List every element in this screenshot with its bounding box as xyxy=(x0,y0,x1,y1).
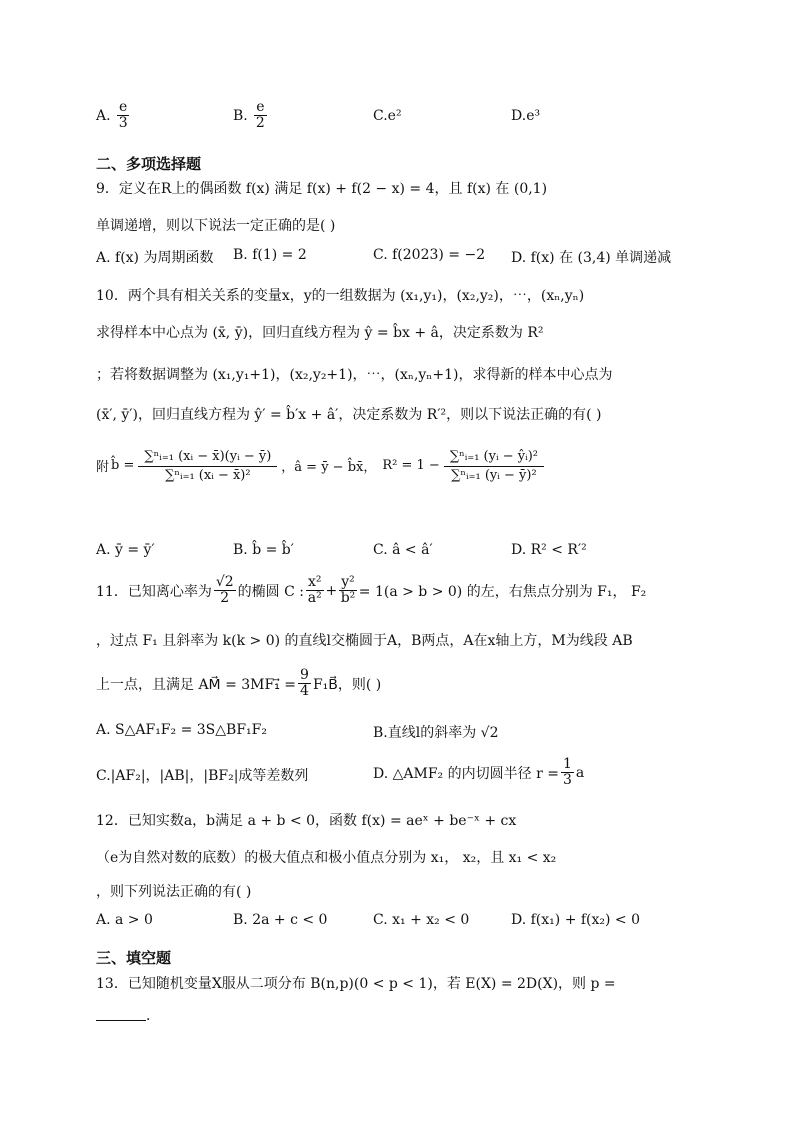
option-letter: B. xyxy=(233,107,248,124)
radius-fraction xyxy=(561,757,574,789)
denominator: b² xyxy=(340,590,356,607)
q9-stem-line2: 单调递增，则以下说法一定正确的是( ) xyxy=(96,218,336,234)
q11-stem-line2: ，过点 F₁ 且斜率为 k(k > 0) 的直线l交椭圆于A，B两点，A在x轴上方，M为线段 AB xyxy=(96,633,633,649)
numerator: √2 xyxy=(215,574,234,590)
b-hat-fraction xyxy=(138,448,277,484)
denominator: 2 xyxy=(255,115,265,132)
q12-option-a: A. a > 0 xyxy=(96,912,153,928)
numerator: 9 xyxy=(300,667,309,683)
option-value: e³ xyxy=(526,108,541,124)
text: 的椭圆 C : xyxy=(237,583,304,600)
q10-option-d: D. R² < R′² xyxy=(511,542,587,558)
option-value: e² xyxy=(387,108,402,124)
text: a xyxy=(575,764,585,781)
b-hat-label: b̂ = xyxy=(111,458,135,474)
denominator: ∑ⁿᵢ₌₁ (yᵢ − ȳ)² xyxy=(451,468,537,484)
denominator: 3 xyxy=(118,115,128,132)
text: F₁B⃗，则( ) xyxy=(312,676,382,693)
q8-option-a xyxy=(96,100,131,132)
q8-option-c xyxy=(373,108,402,124)
q10-option-a: A. ȳ = ȳ′ xyxy=(96,542,155,558)
q11-option-a: A. S△AF₁F₂ = 3S△BF₁F₂ xyxy=(96,722,267,738)
q11-stem-line1 xyxy=(96,575,646,607)
denominator: 4 xyxy=(300,683,309,700)
q13-stem-line1: 13．已知随机变量X服从二项分布 B(n,p)(0 < p < 1)，若 E(X) = 2D(X)，则 p = xyxy=(96,976,616,992)
q9-option-a: A. f(x) 为周期函数 xyxy=(96,250,214,266)
eccentricity-fraction xyxy=(214,575,236,607)
q12-stem-line1: 12．已知实数a，b满足 a + b < 0，函数 f(x) = aeˣ + be⁻ˣ + cx xyxy=(96,813,517,829)
denominator: 3 xyxy=(562,772,572,789)
section-heading: 三、填空题 xyxy=(96,949,172,967)
text: 11．已知离心率为 xyxy=(96,583,212,600)
q10-option-c: C. â < â′ xyxy=(373,542,433,558)
option-letter: C. xyxy=(373,108,388,124)
attach-label: 附 xyxy=(96,460,110,476)
q9-option-d: D. f(x) 在 (3,4) 单调递减 xyxy=(511,250,672,266)
text: 上一点，且满足 AM⃗ = 3MF₁⃗ = xyxy=(96,676,297,693)
r2-fraction xyxy=(444,448,544,484)
a-hat-formula: ，â = ȳ − b̂x̄， xyxy=(281,460,377,476)
q11-stem-line3 xyxy=(96,668,381,700)
numerator: y² xyxy=(341,574,355,590)
numerator: x² xyxy=(308,574,322,590)
q8-option-d xyxy=(511,108,540,124)
numerator: e xyxy=(256,99,265,115)
q11-option-c: C.|AF₂|，|AB|，|BF₂|成等差数列 xyxy=(96,768,309,784)
numerator: ∑ⁿᵢ₌₁ (xᵢ − x̄)(yᵢ − ȳ) xyxy=(138,448,277,467)
x-fraction xyxy=(306,575,324,607)
q10-formula-row xyxy=(96,448,548,484)
q9-option-c: C. f(2023) = −2 xyxy=(373,247,486,263)
q10-option-b: B. b̂ = b̂′ xyxy=(233,542,294,558)
text: = 1(a > b > 0) 的左，右焦点分别为 F₁， F₂ xyxy=(358,583,647,600)
q12-stem-line3: ，则下列说法正确的有( ) xyxy=(96,884,252,900)
fraction xyxy=(117,100,129,132)
plus-sign: + xyxy=(325,582,338,599)
numerator: 1 xyxy=(562,756,572,772)
q10-stem-line4: (x̄′, ȳ′)，回归直线方程为 ŷ′ = b̂′x + â′，决定系数为 R′²，则以下说法正确的有( ) xyxy=(96,407,602,423)
numerator: e xyxy=(119,99,128,115)
y-fraction xyxy=(339,575,357,607)
q8-option-b xyxy=(233,100,269,132)
q9-option-b: B. f(1) = 2 xyxy=(233,247,307,263)
q10-stem-line3: ；若将数据调整为 (x₁,y₁+1)，(x₂,y₂+1)，⋯，(xₙ,yₙ+1)，求得新的样本中心点为 xyxy=(96,367,613,383)
r2-label: R² = 1 − xyxy=(382,458,440,474)
q12-stem-line2: （e为自然对数的底数）的极大值点和极小值点分别为 x₁， x₂，且 x₁ < x₂ xyxy=(96,850,557,866)
ratio-fraction xyxy=(298,668,311,700)
q12-option-b: B. 2a + c < 0 xyxy=(233,912,328,928)
q11-option-b: B.直线l的斜率为 √2 xyxy=(373,725,499,741)
q10-stem-line1: 10．两个具有相关关系的变量x，y的一组数据为 (x₁,y₁)，(x₂,y₂)，⋯，(xₙ,yₙ) xyxy=(96,288,585,304)
answer-blank[interactable] xyxy=(96,1020,146,1021)
q10-stem-line2: 求得样本中心点为 (x̄, ȳ)，回归直线方程为 ŷ = b̂x + â，决定系数为 R² xyxy=(96,325,544,341)
option-letter: D. xyxy=(511,108,527,124)
q12-option-d: D. f(x₁) + f(x₂) < 0 xyxy=(511,912,641,928)
option-letter: A. xyxy=(96,107,111,124)
fraction xyxy=(254,100,266,132)
numerator: ∑ⁿᵢ₌₁ (yᵢ − ŷᵢ)² xyxy=(444,448,544,467)
denominator: 2 xyxy=(220,590,230,607)
q13-period: . xyxy=(146,1008,151,1024)
text: D. △AMF₂ 的内切圆半径 r = xyxy=(373,765,559,782)
q9-stem-line1: 9．定义在R上的偶函数 f(x) 满足 f(x) + f(2 − x) = 4，且 f(x) 在 (0,1) xyxy=(96,181,548,197)
denominator: ∑ⁿᵢ₌₁ (xᵢ − x̄)² xyxy=(165,468,251,484)
q12-option-c: C. x₁ + x₂ < 0 xyxy=(373,912,470,928)
denominator: a² xyxy=(307,590,322,607)
q11-option-d xyxy=(373,757,584,789)
section-heading: 二、多项选择题 xyxy=(96,155,202,173)
